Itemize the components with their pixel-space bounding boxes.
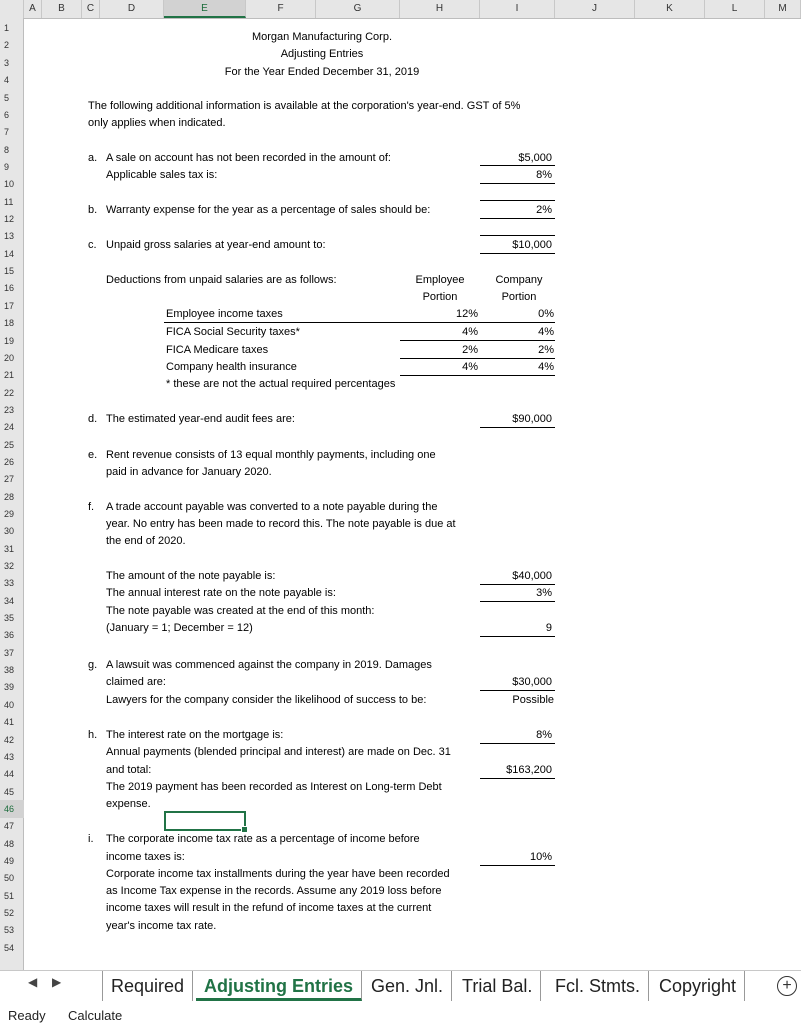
column-header-j[interactable]: J [555,0,635,18]
row-header-1[interactable]: 1 [4,23,10,33]
item-f-note-amount[interactable]: $40,000 [512,570,552,582]
company-header-2: Portion [501,291,537,303]
prev-sheet-icon[interactable]: ◀ [28,975,38,989]
deduction-company[interactable]: 4% [538,361,554,373]
deduction-name: FICA Social Security taxes* [166,326,300,338]
row-header-44[interactable]: 44 [4,769,15,779]
sheet-tab-bar [0,970,801,1003]
item-g-likelihood[interactable]: Possible [512,694,554,706]
item-h-line-3: and total: [106,764,152,776]
row-header-39[interactable]: 39 [4,682,15,692]
deduction-name: Employee income taxes [166,308,283,320]
status-bar [0,1002,801,1024]
row-header-30[interactable]: 30 [4,526,15,536]
deduction-employee[interactable]: 12% [455,308,478,320]
item-i-line-6: year's income tax rate. [106,920,217,932]
row-header-14[interactable]: 14 [4,249,15,259]
column-header-c[interactable]: C [82,0,100,18]
item-g-line-3: Lawyers for the company consider the likelihood of success to be: [106,694,427,706]
row-header-53[interactable]: 53 [4,925,15,935]
column-header-f[interactable]: F [246,0,316,18]
active-cell-e46[interactable] [164,811,246,831]
deduction-name: FICA Medicare taxes [166,344,269,356]
item-h-mortgage-rate[interactable]: 8% [536,729,552,741]
row-header-35[interactable]: 35 [4,613,15,623]
item-b-letter: b. [88,204,98,216]
cell-border [480,690,555,691]
item-b-text: Warranty expense for the year as a percentage of sales should be: [106,204,431,216]
tab-trial-bal[interactable]: Trial Bal. [454,971,541,1001]
company-name: Morgan Manufacturing Corp. [251,31,392,43]
item-i-tax-rate[interactable]: 10% [529,851,552,863]
item-h-line-5: expense. [106,798,151,810]
row-header-3[interactable]: 3 [4,58,10,68]
status-ready: Ready [8,1008,46,1023]
deduction-company[interactable]: 0% [538,308,554,320]
row-header-18[interactable]: 18 [4,318,15,328]
column-header-h[interactable]: H [400,0,480,18]
item-i-line-4: as Income Tax expense in the records. Assume any 2019 loss before [106,885,442,897]
row-header-29[interactable]: 29 [4,509,15,519]
item-c-text: Unpaid gross salaries at year-end amount to: [106,239,326,251]
item-h-line-4: The 2019 payment has been recorded as Interest on Long-term Debt [106,781,442,793]
row-header-13[interactable]: 13 [4,231,15,241]
row-header-45[interactable]: 45 [4,787,15,797]
row-header-19[interactable]: 19 [4,336,15,346]
cell-border [480,636,555,637]
item-e-letter: e. [88,449,98,461]
row-header-22[interactable]: 22 [4,388,15,398]
item-a-sales-tax[interactable]: 8% [536,169,552,181]
deduction-company[interactable]: 4% [538,326,554,338]
row-header-41[interactable]: 41 [4,717,15,727]
cell-border [480,235,555,236]
deductions-label: Deductions from unpaid salaries are as follows: [106,274,337,286]
item-h-payment-total[interactable]: $163,200 [506,764,552,776]
item-i-line-1: The corporate income tax rate as a percentage of income before [106,833,420,845]
tab-copyright[interactable]: Copyright [651,971,745,1001]
item-i-line-2: income taxes is: [106,851,185,863]
cell-border [400,340,555,341]
column-header-i[interactable]: I [480,0,555,18]
cell-border [480,778,555,779]
row-header-47[interactable]: 47 [4,821,15,831]
row-header-37[interactable]: 37 [4,648,15,658]
deduction-company[interactable]: 2% [538,344,554,356]
cell-border [480,200,555,201]
row-header-23[interactable]: 23 [4,405,15,415]
row-header-51[interactable]: 51 [4,891,15,901]
row-header-38[interactable]: 38 [4,665,15,675]
item-f-interest-rate[interactable]: 3% [536,587,552,599]
row-header-9[interactable]: 9 [4,162,10,172]
item-f-month-label-2: (January = 1; December = 12) [106,622,253,634]
cell-border [480,253,555,254]
row-header-6[interactable]: 6 [4,110,10,120]
row-header-7[interactable]: 7 [4,127,10,137]
column-header-bar [0,0,801,19]
row-header-27[interactable]: 27 [4,474,15,484]
row-header-26[interactable]: 26 [4,457,15,467]
row-header-20[interactable]: 20 [4,353,15,363]
tab-fcl-stmts[interactable]: Fcl. Stmts. [547,971,649,1001]
deduction-employee[interactable]: 2% [462,344,478,356]
tab-adjusting-entries[interactable]: Adjusting Entries [196,971,362,1001]
row-header-50[interactable]: 50 [4,873,15,883]
item-f-month-label-1: The note payable was created at the end of this month: [106,605,375,617]
deduction-employee[interactable]: 4% [462,326,478,338]
select-all-corner[interactable] [0,0,24,18]
cell-border [480,743,555,744]
item-f-line-3: the end of 2020. [106,535,186,547]
item-h-letter: h. [88,729,98,741]
item-a-sale-amount[interactable]: $5,000 [518,152,552,164]
item-e-line-1: Rent revenue consists of 13 equal monthly payments, including one [106,449,436,461]
cell-border [480,865,555,866]
cell-border [480,601,555,602]
intro-line-2: only applies when indicated. [88,117,226,129]
company-header-1: Company [495,274,543,286]
item-f-line-2: year. No entry has been made to record this. The note payable is due at [106,518,456,530]
cell-border [400,358,555,359]
row-header-46[interactable]: 46 [0,800,24,818]
row-header-31[interactable]: 31 [4,544,15,554]
cell-border [480,584,555,585]
item-d-audit-fees[interactable]: $90,000 [512,413,552,425]
cell-border [480,427,555,428]
row-header-33[interactable]: 33 [4,578,15,588]
item-e-line-2: paid in advance for January 2020. [106,466,272,478]
intro-line-1: The following additional information is available at the corporation's year-end. GST of 5% [88,100,521,112]
row-header-5[interactable]: 5 [4,93,10,103]
item-c-letter: c. [88,239,97,251]
deduction-name: Company health insurance [166,361,297,373]
column-header-l[interactable]: L [705,0,765,18]
column-header-k[interactable]: K [635,0,705,18]
row-header-2[interactable]: 2 [4,40,10,50]
item-f-rate-label: The annual interest rate on the note payable is: [106,587,336,599]
item-i-line-3: Corporate income tax installments during the year have been recorded [106,868,450,880]
row-header-48[interactable]: 48 [4,839,15,849]
row-header-43[interactable]: 43 [4,752,15,762]
add-sheet-icon[interactable]: + [777,976,797,996]
column-header-b[interactable]: B [42,0,82,18]
item-g-letter: g. [88,659,98,671]
item-f-month[interactable]: 9 [545,622,552,634]
row-header-21[interactable]: 21 [4,370,15,380]
item-f-amount-label: The amount of the note payable is: [106,570,276,582]
row-header-12[interactable]: 12 [4,214,15,224]
row-header-17[interactable]: 17 [4,301,15,311]
employee-header-1: Employee [415,274,465,286]
row-header-34[interactable]: 34 [4,596,15,606]
item-b-warranty-rate[interactable]: 2% [536,204,552,216]
item-d-letter: d. [88,413,98,425]
tab-required[interactable]: Required [102,971,193,1001]
row-header-16[interactable]: 16 [4,283,15,293]
status-calculate[interactable]: Calculate [68,1008,123,1023]
item-h-line-1: The interest rate on the mortgage is: [106,729,284,741]
row-header-54[interactable]: 54 [4,943,15,953]
item-a-letter: a. [88,152,98,164]
row-header-8[interactable]: 8 [4,145,10,155]
row-header-10[interactable]: 10 [4,179,15,189]
row-header-32[interactable]: 32 [4,561,15,571]
cell-border [164,322,555,323]
item-g-damages-amount[interactable]: $30,000 [512,676,552,688]
item-c-unpaid-salaries[interactable]: $10,000 [512,239,552,251]
item-d-text: The estimated year-end audit fees are: [106,413,295,425]
employee-header-2: Portion [422,291,458,303]
item-i-letter: i. [88,833,94,845]
cell-border [480,165,555,166]
deduction-employee[interactable]: 4% [462,361,478,373]
row-header-25[interactable]: 25 [4,440,15,450]
row-header-36[interactable]: 36 [4,630,15,640]
tab-gen-jnl[interactable]: Gen. Jnl. [363,971,452,1001]
row-header-42[interactable]: 42 [4,735,15,745]
column-header-d[interactable]: D [100,0,164,18]
row-header-4[interactable]: 4 [4,75,10,85]
row-header-28[interactable]: 28 [4,492,15,502]
cell-border [400,375,555,376]
cell-border [480,218,555,219]
column-header-e[interactable]: E [164,0,246,18]
item-g-line-1: A lawsuit was commenced against the company in 2019. Damages [106,659,432,671]
row-header-11[interactable]: 11 [4,197,14,207]
row-header-24[interactable]: 24 [4,422,15,432]
column-header-g[interactable]: G [316,0,400,18]
item-f-line-1: A trade account payable was converted to a note payable during the [106,501,438,513]
item-i-line-5: income taxes will result in the refund of income taxes at the current [106,902,432,914]
row-header-bar [0,18,24,970]
row-header-40[interactable]: 40 [4,700,15,710]
row-header-52[interactable]: 52 [4,908,15,918]
next-sheet-icon[interactable]: ▶ [52,975,62,989]
item-a-text-2: Applicable sales tax is: [106,169,218,181]
cell-border [480,183,555,184]
column-header-a[interactable]: A [24,0,42,18]
report-title: Adjusting Entries [280,48,364,60]
item-g-line-2: claimed are: [106,676,166,688]
row-header-49[interactable]: 49 [4,856,15,866]
row-header-15[interactable]: 15 [4,266,15,276]
item-f-letter: f. [88,501,95,513]
deduction-footnote: * these are not the actual required percentages [166,378,396,390]
item-a-text-1: A sale on account has not been recorded in the amount of: [106,152,391,164]
item-h-line-2: Annual payments (blended principal and interest) are made on Dec. 31 [106,746,451,758]
report-period: For the Year Ended December 31, 2019 [224,66,420,78]
column-header-m[interactable]: M [765,0,801,18]
